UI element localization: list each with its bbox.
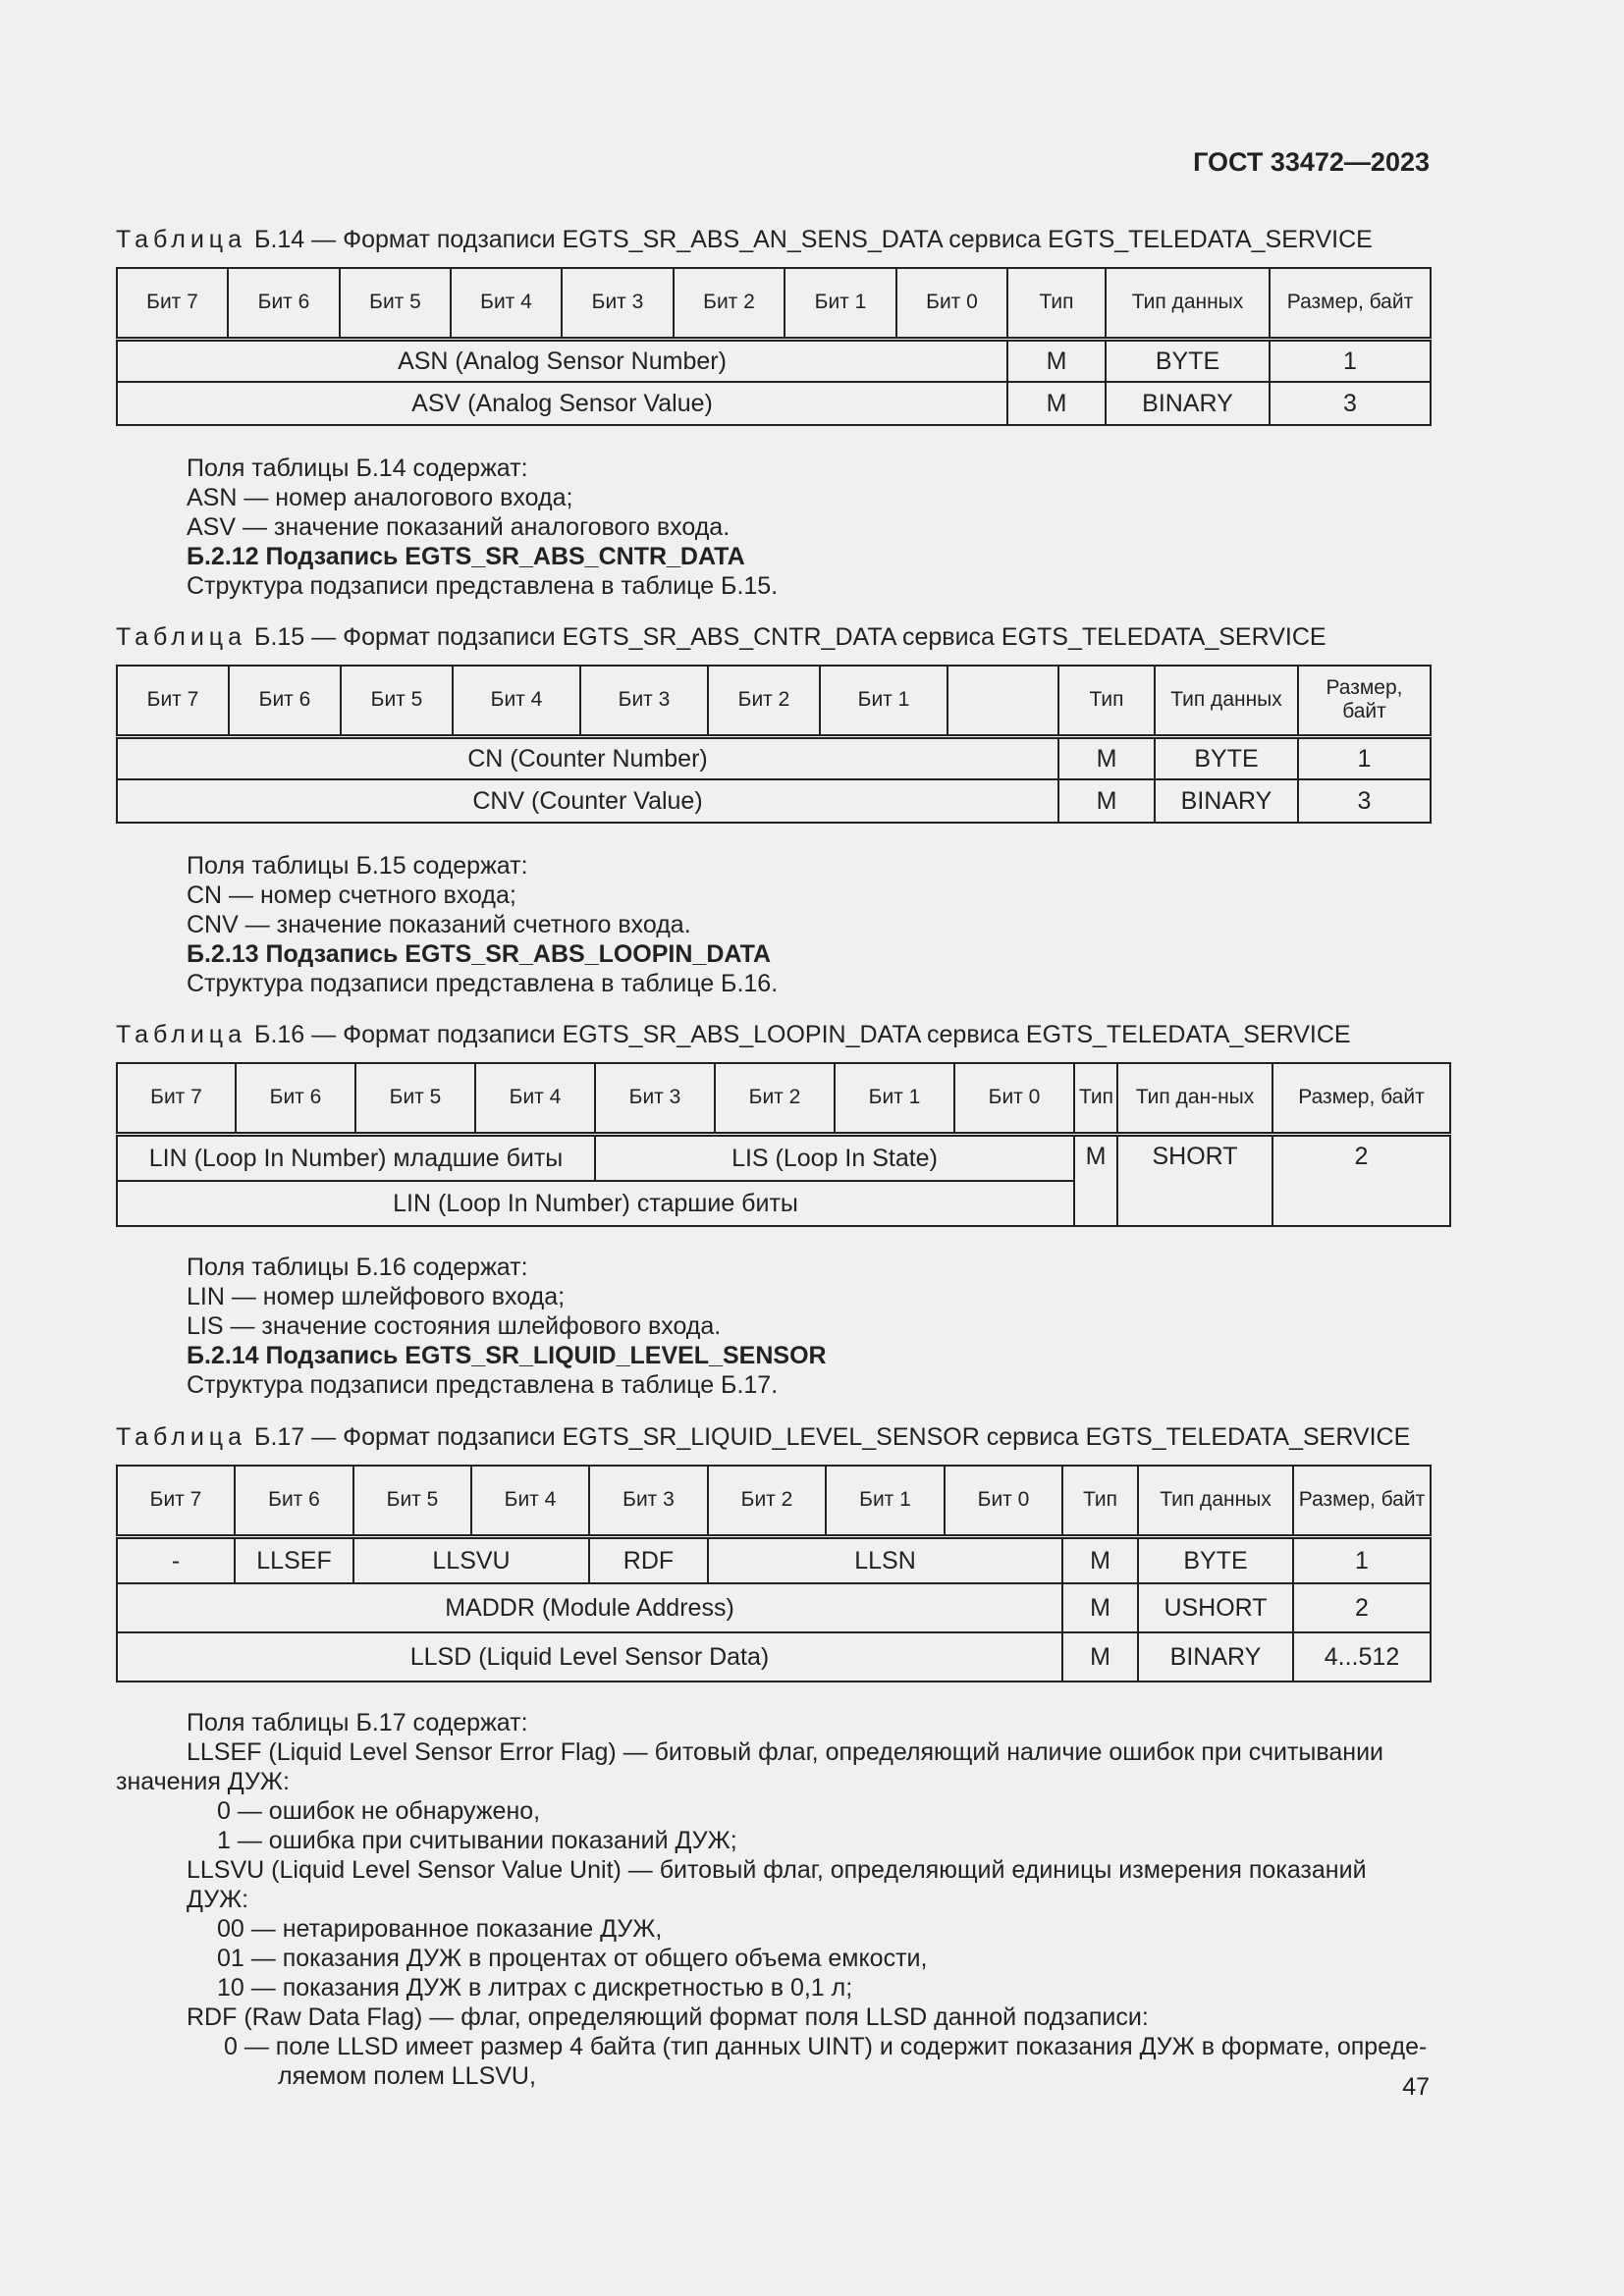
- size-cell: 1: [1270, 339, 1431, 382]
- header-cell: Бит 0: [945, 1466, 1062, 1536]
- bit7-cell: -: [117, 1536, 235, 1583]
- type-cell: M: [1058, 736, 1155, 779]
- lin-high-cell: LIN (Loop In Number) старшие биты: [117, 1181, 1074, 1226]
- header-cell: Бит 1: [826, 1466, 945, 1536]
- header-cell: Размер, байт: [1298, 666, 1431, 736]
- header-cell: Бит 0: [954, 1063, 1074, 1134]
- header-cell: Бит 2: [708, 666, 820, 736]
- section-heading: Б.2.14 Подзапись EGTS_SR_LIQUID_LEVEL_SENSOR: [187, 1342, 827, 1369]
- field-cell: ASV (Analog Sensor Value): [117, 382, 1007, 425]
- table-row: [117, 1134, 1450, 1181]
- note-line: 10 — показания ДУЖ в литрах с дискретностью в 0,1 л;: [217, 1974, 853, 2002]
- note-line: 00 — нетарированное показание ДУЖ,: [217, 1915, 663, 1943]
- header-cell: Размер, байт: [1272, 1063, 1450, 1134]
- llsvu-cell: LLSVU: [353, 1536, 589, 1583]
- header-cell: Бит 6: [236, 1063, 355, 1134]
- type-cell: M: [1074, 1134, 1117, 1226]
- header-cell: Бит 7: [117, 268, 228, 339]
- note-line: ASN — номер аналогового входа;: [187, 484, 573, 511]
- note-line: 0 — поле LLSD имеет размер 4 байта (тип данных UINT) и содержит показания ДУЖ в формате, опреде-: [224, 2033, 1428, 2060]
- notes-b15: [116, 851, 1430, 998]
- header-cell: Тип: [1007, 268, 1106, 339]
- section-heading: Б.2.13 Подзапись EGTS_SR_ABS_LOOPIN_DATA: [187, 940, 772, 968]
- table-b17: [116, 1465, 1432, 1682]
- caption-text: Б.16 — Формат подзаписи EGTS_SR_ABS_LOOPIN_DATA сервиса EGTS_TELEDATA_SERVICE: [254, 1021, 1351, 1048]
- header-cell: Бит 4: [471, 1466, 589, 1536]
- note-line: CN — номер счетного входа;: [187, 881, 516, 909]
- note-line: 0 — ошибок не обнаружено,: [217, 1797, 541, 1825]
- header-cell: Бит 6: [229, 666, 341, 736]
- note-line: Поля таблицы Б.14 содержат:: [187, 454, 528, 482]
- type-cell: M: [1007, 382, 1106, 425]
- table-caption-b15: [116, 623, 1326, 652]
- notes-b16: [116, 1253, 1430, 1400]
- size-cell: 1: [1298, 736, 1431, 779]
- notes-b14: [116, 454, 1430, 601]
- field-cell: CN (Counter Number): [117, 736, 1058, 779]
- header-cell: Бит 7: [117, 666, 229, 736]
- type-cell: M: [1062, 1632, 1138, 1682]
- rdf-cell: RDF: [589, 1536, 708, 1583]
- dtype-cell: BYTE: [1155, 736, 1298, 779]
- dtype-cell: BINARY: [1106, 382, 1270, 425]
- field-cell: LLSD (Liquid Level Sensor Data): [117, 1632, 1062, 1682]
- table-b15: [116, 665, 1432, 824]
- dtype-cell: SHORT: [1117, 1134, 1272, 1226]
- header-cell: Бит 1: [835, 1063, 954, 1134]
- type-cell: M: [1062, 1583, 1138, 1632]
- note-line: LLSEF (Liquid Level Sensor Error Flag) — битовый флаг, определяющий наличие ошибок при считывании: [187, 1738, 1384, 1766]
- note-line: ASV — значение показаний аналогового входа.: [187, 513, 731, 541]
- size-cell: 4...512: [1293, 1632, 1431, 1682]
- section-heading: Б.2.12 Подзапись EGTS_SR_ABS_CNTR_DATA: [187, 543, 745, 570]
- header-cell: Бит 6: [228, 268, 340, 339]
- header-cell: Размер, байт: [1293, 1466, 1431, 1536]
- dtype-cell: BINARY: [1138, 1632, 1293, 1682]
- header-cell: Бит 3: [562, 268, 674, 339]
- dtype-cell: USHORT: [1138, 1583, 1293, 1632]
- table-row: [117, 736, 1431, 779]
- note-line: Структура подзаписи представлена в таблице Б.16.: [187, 970, 779, 997]
- field-cell: CNV (Counter Value): [117, 779, 1058, 823]
- dtype-cell: BYTE: [1138, 1536, 1293, 1583]
- type-cell: M: [1058, 779, 1155, 823]
- size-cell: 3: [1298, 779, 1431, 823]
- header-cell: Бит 4: [475, 1063, 595, 1134]
- note-line: LIS — значение состояния шлейфового входа.: [187, 1312, 722, 1340]
- dtype-cell: BYTE: [1106, 339, 1270, 382]
- caption-prefix: Таблица: [116, 623, 247, 651]
- header-cell: Бит 7: [117, 1466, 235, 1536]
- header-cell: Бит 0: [896, 268, 1007, 339]
- table-row: [117, 1583, 1431, 1632]
- note-line: Поля таблицы Б.17 содержат:: [187, 1709, 528, 1736]
- note-line: CNV — значение показаний счетного входа.: [187, 911, 691, 938]
- header-cell: Бит 3: [589, 1466, 708, 1536]
- header-cell: Бит 6: [235, 1466, 353, 1536]
- header-cell: Тип: [1062, 1466, 1138, 1536]
- table-row: [117, 382, 1431, 425]
- table-caption-b14: [116, 226, 1373, 254]
- size-cell: 2: [1293, 1583, 1431, 1632]
- note-line: Поля таблицы Б.16 содержат:: [187, 1254, 528, 1281]
- caption-text: Б.15 — Формат подзаписи EGTS_SR_ABS_CNTR_DATA сервиса EGTS_TELEDATA_SERVICE: [254, 623, 1326, 651]
- header-cell: Размер, байт: [1270, 268, 1431, 339]
- header-cell: Бит 3: [595, 1063, 715, 1134]
- caption-prefix: Таблица: [116, 1021, 247, 1048]
- header-cell: Бит 7: [117, 1063, 236, 1134]
- header-cell: Бит 1: [820, 666, 947, 736]
- header-cell: Бит 5: [355, 1063, 475, 1134]
- header-cell: Тип данных: [1106, 268, 1270, 339]
- header-cell: Тип дан-ных: [1117, 1063, 1272, 1134]
- note-line: RDF (Raw Data Flag) — флаг, определяющий формат поля LLSD данной подзаписи:: [187, 2003, 1149, 2031]
- field-cell: ASN (Analog Sensor Number): [117, 339, 1007, 382]
- header-cell: Бит 5: [340, 268, 451, 339]
- header-cell: Бит 4: [453, 666, 580, 736]
- note-line: 1 — ошибка при считывании показаний ДУЖ;: [217, 1827, 737, 1854]
- header-cell: Бит 4: [451, 268, 562, 339]
- lin-low-cell: LIN (Loop In Number) младшие биты: [117, 1134, 595, 1181]
- caption-prefix: Таблица: [116, 1423, 247, 1451]
- table-caption-b16: [116, 1021, 1351, 1049]
- type-cell: M: [1062, 1536, 1138, 1583]
- field-cell: MADDR (Module Address): [117, 1583, 1062, 1632]
- size-cell: 2: [1272, 1134, 1450, 1226]
- header-cell: Бит 2: [708, 1466, 826, 1536]
- notes-b17: [116, 1708, 1430, 2091]
- page-number: 47: [1402, 2073, 1430, 2101]
- header-cell: Бит 2: [674, 268, 785, 339]
- table-row: [117, 1632, 1431, 1682]
- note-line: значения ДУЖ:: [116, 1768, 290, 1795]
- size-cell: 3: [1270, 382, 1431, 425]
- size-cell: 1: [1293, 1536, 1431, 1583]
- note-line: LLSVU (Liquid Level Sensor Value Unit) — битовый флаг, определяющий единицы измерения показаний ДУЖ:: [187, 1856, 1367, 1913]
- document-id: ГОСТ 33472—2023: [1193, 147, 1430, 177]
- note-line: LIN — номер шлейфового входа;: [187, 1283, 566, 1310]
- header-cell: Бит 3: [580, 666, 708, 736]
- table-row: [117, 779, 1431, 823]
- type-cell: M: [1007, 339, 1106, 382]
- table-row: [117, 339, 1431, 382]
- header-cell: Тип данных: [1155, 666, 1298, 736]
- llsef-cell: LLSEF: [235, 1536, 353, 1583]
- header-cell: Бит 5: [341, 666, 453, 736]
- table-caption-b17: [116, 1423, 1410, 1452]
- caption-text: Б.14 — Формат подзаписи EGTS_SR_ABS_AN_SENS_DATA сервиса EGTS_TELEDATA_SERVICE: [254, 226, 1373, 253]
- table-row: [117, 1536, 1431, 1583]
- header-cell: Тип данных: [1138, 1466, 1293, 1536]
- note-line: 01 — показания ДУЖ в процентах от общего объема емкости,: [217, 1945, 928, 1972]
- header-cell: Бит 5: [353, 1466, 471, 1536]
- note-line: Структура подзаписи представлена в таблице Б.17.: [187, 1371, 779, 1399]
- lis-cell: LIS (Loop In State): [595, 1134, 1074, 1181]
- header-cell: Бит 1: [785, 268, 896, 339]
- table-b16: [116, 1062, 1451, 1227]
- header-cell: Тип: [1074, 1063, 1117, 1134]
- note-line: Поля таблицы Б.15 содержат:: [187, 852, 528, 880]
- note-line: ляемом полем LLSVU,: [278, 2062, 536, 2090]
- table-b14: [116, 267, 1432, 426]
- header-cell: [947, 666, 1058, 736]
- caption-prefix: Таблица: [116, 226, 247, 253]
- header-cell: Тип: [1058, 666, 1155, 736]
- dtype-cell: BINARY: [1155, 779, 1298, 823]
- header-cell: Бит 2: [715, 1063, 835, 1134]
- caption-text: Б.17 — Формат подзаписи EGTS_SR_LIQUID_LEVEL_SENSOR сервиса EGTS_TELEDATA_SERVICE: [254, 1423, 1411, 1451]
- llsn-cell: LLSN: [708, 1536, 1062, 1583]
- note-line: Структура подзаписи представлена в таблице Б.15.: [187, 572, 779, 600]
